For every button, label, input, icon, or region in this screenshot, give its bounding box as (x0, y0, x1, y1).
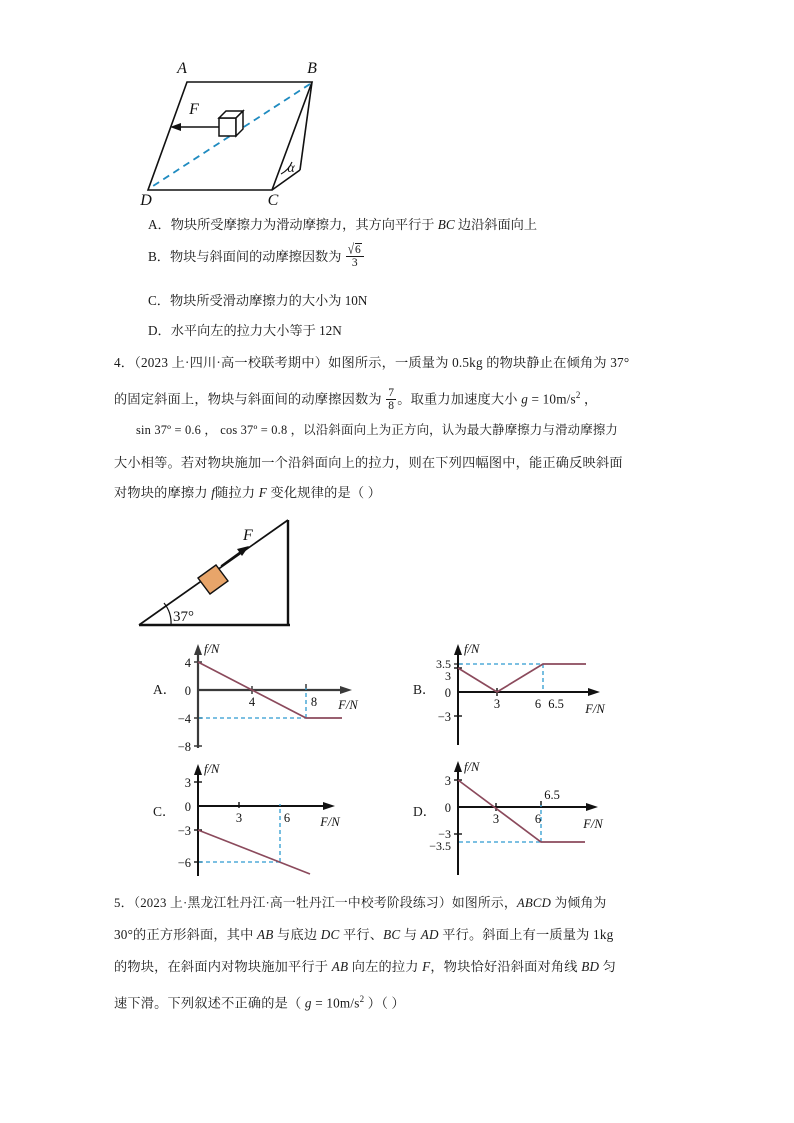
xtick-label-6: 6 (283, 811, 291, 825)
block-on-incline (198, 565, 228, 594)
vertex-label-a: A (177, 60, 187, 77)
fraction-numerator: √6 (347, 242, 361, 258)
q5-bc: BC (383, 927, 401, 942)
ytick-label-0: 0 (184, 684, 191, 698)
q5-line-2 (114, 920, 613, 950)
q5-line4-b: = 10m/s (311, 995, 360, 1011)
force-label-f-incline: F (243, 527, 253, 544)
q5-source: （2023 上·黑龙江牡丹江·高一牡丹江一中校考阶段练习） (133, 896, 452, 910)
q5-line1-a: 如图所示， (451, 896, 517, 910)
q5-ad: AD (420, 927, 439, 942)
q5-line3-ab: AB (331, 959, 349, 974)
graph-d-option-label (413, 800, 436, 820)
ylabel: f/N (204, 762, 220, 776)
xtick-label-6: 6 (534, 812, 542, 826)
q3-option-d-key: D． (148, 323, 171, 338)
q4-line-3 (136, 415, 618, 445)
ytick-label-neg3: −3 (437, 710, 451, 724)
x-axis-arrow (588, 688, 600, 696)
vertex-label-c: C (267, 192, 279, 209)
q4-line3-text: sin 37º = 0.6 ， cos 37º = 0.8 ，以沿斜面向上为正方向，认为最大静摩擦力与滑动摩擦力 (136, 423, 619, 437)
xlabel: F/N (585, 702, 605, 716)
fraction-numerator: 7 (388, 386, 395, 399)
q3-option-a-text2: 边沿斜面向上 (454, 217, 538, 232)
x-axis-arrow (586, 803, 598, 811)
graph-b-option-label (413, 678, 436, 698)
angle-label-37: 37° (173, 609, 194, 625)
ytick-label-4: 4 (184, 656, 191, 670)
y-axis-arrow (454, 761, 462, 772)
ytick-label-neg35: −3.5 (429, 839, 451, 853)
q5-ab: AB (257, 927, 274, 942)
graph-b-key: B． (413, 682, 436, 697)
xtick-label-3: 3 (235, 811, 243, 825)
q3-option-a-italic: BC (437, 217, 455, 232)
q5-abcd: ABCD (516, 896, 552, 910)
graph-option-b (436, 640, 640, 755)
ytick-label-3: 3 (444, 774, 451, 788)
y-axis-arrow (194, 644, 202, 655)
graph-d-key: D． (413, 804, 437, 819)
vertex-label-b: B (307, 60, 317, 77)
q5-dc: DC (320, 927, 340, 942)
vertex-label-d: D (140, 192, 152, 209)
q3-option-a (148, 212, 537, 238)
q5-line4-c: ）（ ） (364, 995, 405, 1011)
figure-incline-37deg (133, 508, 423, 636)
xtick-label-6: 6 (534, 697, 542, 711)
ytick-label-3: 3 (184, 776, 191, 790)
ytick-label-3: 3 (445, 669, 451, 683)
fraction-denominator: 3 (346, 256, 364, 269)
force-arrow-f (170, 123, 219, 131)
q3-option-c-text: 物块所受滑动摩擦力的大小为 10N (169, 293, 368, 308)
q5-line4-exponent: 2 (359, 994, 365, 1004)
ylabel: f/N (464, 642, 480, 656)
q5-line-4 (114, 984, 405, 1018)
graph-option-c (177, 760, 380, 880)
ytick-label-35: 3.5 (436, 657, 451, 671)
data-line (458, 780, 585, 842)
q4-line2-exponent: 2 (575, 390, 581, 400)
q5-line3-d: 匀 (599, 959, 617, 974)
ytick-label-neg4: −4 (177, 712, 191, 726)
xlabel: F/N (320, 815, 340, 829)
q4-line2-c: = 10m/s (527, 391, 576, 407)
graph-option-d (429, 755, 640, 880)
xtick-label-4: 4 (248, 695, 256, 709)
fraction-denominator: 8 (388, 399, 395, 412)
q3-option-c (148, 288, 367, 314)
q5-number: 5． (114, 896, 134, 910)
ylabel: f/N (204, 642, 220, 656)
q4-line-1 (114, 348, 629, 378)
q5-line3-b: 向左的拉力 (348, 959, 423, 974)
q4-mu-fraction (386, 387, 396, 412)
force-label-f: F (189, 101, 199, 118)
q4-source: （2023 上·四川·高一校联考期中） (134, 355, 329, 370)
q3-option-a-text1: 物块所受摩擦力为滑动摩擦力，其方向平行于 (170, 217, 438, 232)
q5-line2-c: 平行、 (339, 927, 384, 942)
q4-line2-b: 。取重力加速度大小 (397, 391, 522, 407)
angle-label-alpha: α (287, 161, 295, 176)
q4-line1-rest: 如图所示，一质量为 0.5kg 的物块静止在倾角为 37° (328, 355, 630, 370)
q5-line3-a: 的物块，在斜面内对物块施加平行于 (114, 959, 332, 974)
xtick-label-3: 3 (492, 812, 500, 826)
ytick-label-0: 0 (444, 686, 451, 700)
q5-g-symbol: g (304, 995, 312, 1011)
right-edge-line (300, 82, 312, 170)
ytick-label-neg3: −3 (177, 824, 191, 838)
data-line (458, 664, 586, 692)
q5-line4-a: 速下滑。下列叙述不正确的是（ (114, 995, 305, 1011)
q4-f-symbol: f (211, 485, 216, 500)
graph-a-key: A． (153, 682, 177, 697)
q4-line5-a: 对物块的摩擦力 (114, 485, 212, 500)
q4-line-2 (114, 380, 597, 414)
q5-line3-bd: BD (581, 959, 600, 974)
block-3d (219, 111, 243, 136)
figure-parallelogram-abcd (140, 50, 350, 209)
ytick-label-0: 0 (444, 801, 451, 815)
ytick-label-neg8: −8 (177, 740, 191, 754)
q4-line4-text: 大小相等。若对物块施加一个沿斜面向上的拉力，则在下列四幅图中，能正确反映斜面 (114, 455, 623, 470)
ytick-label-neg6: −6 (177, 856, 191, 870)
ytick-label-neg3: −3 (438, 827, 451, 841)
graph-c-key: C． (153, 804, 176, 819)
q4-line2-a: 的固定斜面上，物块与斜面间的动摩擦因数为 (114, 391, 386, 407)
q4-g-symbol: g (521, 391, 528, 407)
xtick-label-65: 6.5 (544, 788, 560, 802)
q4-F-symbol: F (258, 485, 268, 500)
y-axis-arrow (454, 644, 462, 655)
x-axis-arrow (323, 802, 335, 810)
q3-option-a-key: A． (148, 217, 171, 232)
q5-line-1 (114, 888, 606, 918)
q4-line5-b: 随拉力 (215, 485, 259, 500)
y-axis-arrow (194, 764, 202, 775)
xtick-label-3: 3 (493, 697, 501, 711)
q5-line1-b: 为倾角为 (551, 896, 607, 910)
q4-number: 4． (114, 355, 135, 370)
q5-line3-F: F (422, 959, 431, 974)
q3-option-d (148, 318, 342, 344)
graph-a-option-label (153, 678, 176, 698)
graph-c-option-label (153, 800, 176, 820)
force-arrow-f-incline (221, 546, 249, 566)
q5-line3-c: ，物块恰好沿斜面对角线 (430, 959, 582, 974)
q4-line2-d: ， (580, 391, 598, 407)
q3-option-d-text: 水平向左的拉力大小等于 12N (170, 323, 342, 338)
ylabel: f/N (464, 760, 480, 774)
q5-line-3 (114, 952, 616, 982)
q3-option-b-key: B． (148, 248, 170, 264)
q4-line-5 (114, 478, 381, 508)
ytick-label-0: 0 (184, 800, 191, 814)
data-line (198, 830, 310, 874)
q5-line2-b: 与底边 (273, 927, 321, 942)
graph-option-a (177, 640, 380, 755)
xlabel: F/N (583, 817, 603, 831)
q3-option-b-text1: 物块与斜面间的动摩擦因数为 (169, 248, 345, 264)
q4-line-4 (114, 448, 623, 478)
q5-line2-d: 与 (400, 927, 421, 942)
q3-option-b (148, 243, 365, 270)
xtick-label-8: 8 (310, 695, 318, 709)
q5-line2-e: 平行。斜面上有一质量为 1kg (438, 927, 614, 942)
q3-option-c-key: C． (148, 293, 170, 308)
x-axis-arrow (340, 686, 352, 694)
q4-line5-c: 变化规律的是（ ） (267, 485, 382, 500)
q5-line2-a: 30°的正方形斜面，其中 (114, 927, 258, 942)
xlabel: F/N (338, 698, 358, 712)
q3-option-b-fraction (346, 243, 364, 269)
xtick-label-65: 6.5 (548, 697, 564, 711)
